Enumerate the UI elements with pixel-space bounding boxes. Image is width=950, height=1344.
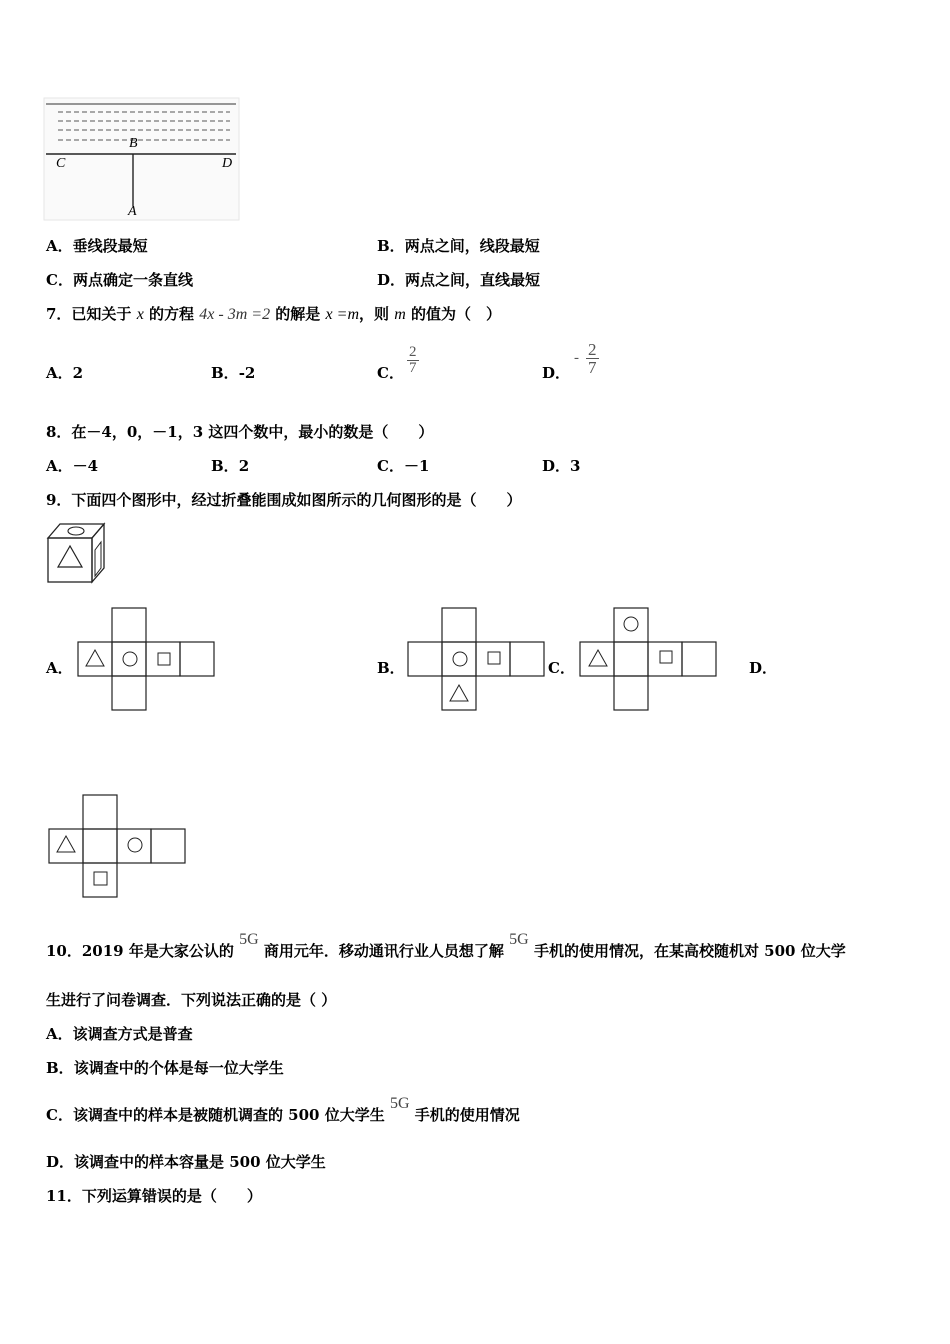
q10-option-c[interactable] — [46, 1095, 520, 1125]
5g-mark: 5G — [509, 931, 529, 948]
q9-net-b — [406, 607, 551, 712]
option-text: 两点确定一条直线 — [72, 271, 193, 289]
q9-stem: 9．下面四个图形中，经过折叠能围成如图所示的几何图形的是（ ） — [46, 491, 522, 509]
q7-option-d-letter[interactable] — [542, 364, 570, 382]
q7-suffix: 的值为（ ） — [411, 305, 502, 323]
q7-option-d-fraction — [586, 341, 599, 376]
q9-net-a — [76, 607, 221, 712]
q9-net-c — [578, 607, 723, 717]
option-text: -2 — [238, 364, 256, 382]
q6-diagram — [44, 98, 244, 223]
option-text: 该调查中的样本容量是 500 位大学生 — [74, 1153, 326, 1171]
q10-line1-b: 商用元年．移动通讯行业人员想了解 — [263, 942, 504, 960]
q6-option-b[interactable] — [377, 237, 540, 255]
fraction-numerator: 2 — [409, 344, 417, 360]
q8-option-d[interactable] — [542, 457, 580, 475]
q10-line1-a: 10．2019 年是大家公认的 — [46, 942, 234, 960]
q7-solution: x =m — [325, 306, 359, 323]
q8-option-a[interactable] — [46, 457, 98, 475]
option-text: 2 — [238, 457, 250, 475]
option-letter: B． — [377, 237, 405, 255]
option-letter: C． — [377, 364, 404, 382]
q7-option-a[interactable] — [46, 364, 83, 382]
q9-option-b[interactable] — [377, 659, 405, 677]
q9-net-d — [47, 794, 192, 904]
option-text: 垂线段最短 — [72, 237, 148, 255]
option-letter: B． — [211, 457, 239, 475]
option-text: 3 — [570, 457, 581, 475]
label-c: C — [56, 156, 66, 171]
option-letter: A． — [46, 1025, 73, 1043]
option-letter: D． — [542, 364, 571, 382]
option-text: －1 — [403, 457, 430, 475]
fraction-denominator: 7 — [409, 360, 417, 376]
q7-var-x: x — [136, 306, 144, 323]
cube-figure — [46, 520, 116, 590]
q7-mid1: 的方程 — [149, 305, 195, 323]
q7-option-b[interactable] — [211, 364, 255, 382]
option-letter: A． — [46, 364, 73, 382]
q10-option-d[interactable] — [46, 1153, 326, 1171]
option-letter: C． — [377, 457, 404, 475]
option-text: 2 — [72, 364, 84, 382]
option-letter: C． — [46, 1106, 73, 1124]
q9-option-c[interactable] — [548, 659, 575, 677]
option-text: 两点之间，直线最短 — [405, 271, 541, 289]
q10-option-b[interactable] — [46, 1059, 284, 1077]
option-letter: C． — [46, 271, 73, 289]
q8-option-c[interactable] — [377, 457, 429, 475]
option-letter: A． — [46, 237, 73, 255]
q10-line2: 生进行了问卷调查．下列说法正确的是（ ） — [46, 991, 337, 1009]
q7-equation: 4x - 3m =2 — [199, 306, 271, 323]
option-text: 该调查中的个体是每一位大学生 — [73, 1059, 284, 1077]
option-text: －4 — [72, 457, 99, 475]
q7-option-c-letter[interactable] — [377, 364, 404, 382]
q9-option-d[interactable] — [749, 659, 777, 677]
option-text: 两点之间，线段最短 — [404, 237, 540, 255]
q10-line1 — [46, 931, 846, 961]
option-letter: B． — [377, 659, 405, 677]
option-letter: D． — [542, 457, 571, 475]
fraction-denominator: 7 — [588, 358, 597, 377]
label-d: D — [222, 156, 233, 171]
option-letter: D． — [377, 271, 406, 289]
option-text: 该调查方式是普查 — [72, 1025, 193, 1043]
option-letter: D． — [46, 1153, 75, 1171]
option-text: 该调查中的样本是被随机调查的 500 位大学生 — [72, 1106, 385, 1124]
q7-mid2: 的解是 — [275, 305, 321, 323]
q7-stem — [46, 305, 501, 324]
option-letter: B． — [211, 364, 239, 382]
q6-option-a[interactable] — [46, 237, 148, 255]
label-a: A — [128, 204, 137, 219]
q8-stem: 8．在－4，0，－1，3 这四个数中，最小的数是（ ） — [46, 423, 434, 441]
option-letter: A． — [46, 457, 73, 475]
option-letter: A． — [46, 659, 73, 677]
5g-mark: 5G — [239, 931, 259, 948]
q6-option-c[interactable] — [46, 271, 193, 289]
q6-option-d[interactable] — [377, 271, 540, 289]
q7-prefix: 7．已知关于 — [46, 305, 132, 323]
option-text-b: 手机的使用情况 — [414, 1106, 520, 1124]
option-letter: B． — [46, 1059, 74, 1077]
option-letter: D． — [749, 659, 778, 677]
q7-mid3: ，则 — [359, 305, 390, 323]
q8-option-b[interactable] — [211, 457, 249, 475]
option-letter: C． — [548, 659, 575, 677]
q10-line1-c: 手机的使用情况，在某高校随机对 500 位大学 — [533, 942, 846, 960]
q11-stem: 11．下列运算错误的是（ ） — [46, 1187, 262, 1205]
label-b: B — [129, 136, 138, 151]
q7-var-m: m — [394, 306, 406, 323]
q9-option-a[interactable] — [46, 659, 73, 677]
q7-option-c-fraction — [407, 345, 419, 376]
5g-mark: 5G — [389, 1095, 410, 1112]
q7-option-d-sign: - — [574, 350, 579, 366]
q10-option-a[interactable] — [46, 1025, 193, 1043]
fraction-numerator: 2 — [588, 340, 597, 359]
